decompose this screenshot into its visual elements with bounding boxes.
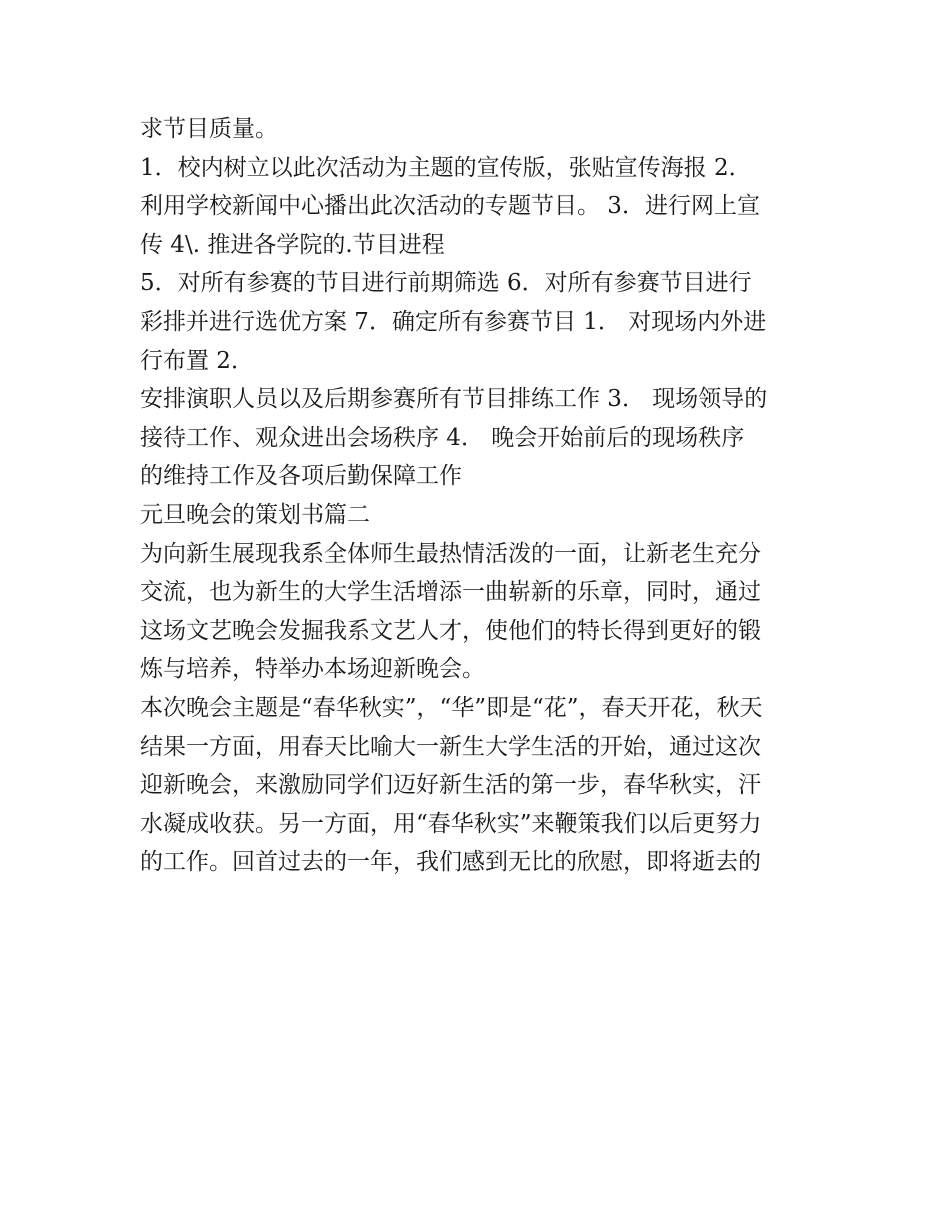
text-line: 求节目质量。	[140, 116, 278, 142]
text-line: 结果一方面，用春天比喻大一新生大学生活的开始，通过这次	[140, 733, 761, 760]
text-line: 接待工作、观众进出会场秩序 4． 晚会开始前后的现场秩序	[140, 424, 745, 451]
text-line: 炼与培养，特举办本场迎新晚会。	[140, 656, 485, 683]
text-line: 这场文艺晚会发掘我系文艺人才，使他们的特长得到更好的锻	[140, 617, 761, 644]
text-line: 本次晚会主题是“春华秋实”，“华”即是“花”，春天开花，秋天	[140, 694, 763, 721]
text-line: 1．校内树立以此次活动为主题的宣传版，张贴宣传海报 2．	[140, 154, 752, 181]
text-line: 为向新生展现我系全体师生最热情活泼的一面，让新老生充分	[140, 540, 761, 567]
text-line: 行布置 2．	[140, 347, 254, 374]
text-line: 交流，也为新生的大学生活增添一曲崭新的乐章，同时，通过	[140, 579, 761, 606]
document-body	[140, 110, 820, 882]
text-line: 的维持工作及各项后勤保障工作	[140, 463, 462, 490]
text-line: 水凝成收获。另一方面，用“春华秋实”来鞭策我们以后更努力	[140, 810, 762, 837]
text-line: 利用学校新闻中心播出此次活动的专题节目。 3．进行网上宣	[140, 193, 760, 220]
section-heading: 元旦晚会的策划书篇二	[140, 501, 370, 528]
text-line: 传 4\. 推进各学院的.节目进程	[140, 231, 445, 258]
text-line: 的工作。回首过去的一年，我们感到无比的欣慰，即将逝去的	[140, 849, 761, 876]
text-line: 彩排并进行选优方案 7．确定所有参赛节目 1． 对现场内外进	[140, 308, 767, 335]
text-line: 迎新晚会，来激励同学们迈好新生活的第一步，春华秋实，汗	[140, 772, 761, 799]
text-line: 安排演职人员以及后期参赛所有节目排练工作 3． 现场领导的	[140, 386, 768, 413]
text-line: 5．对所有参赛的节目进行前期筛选 6．对所有参赛节目进行	[140, 270, 752, 297]
